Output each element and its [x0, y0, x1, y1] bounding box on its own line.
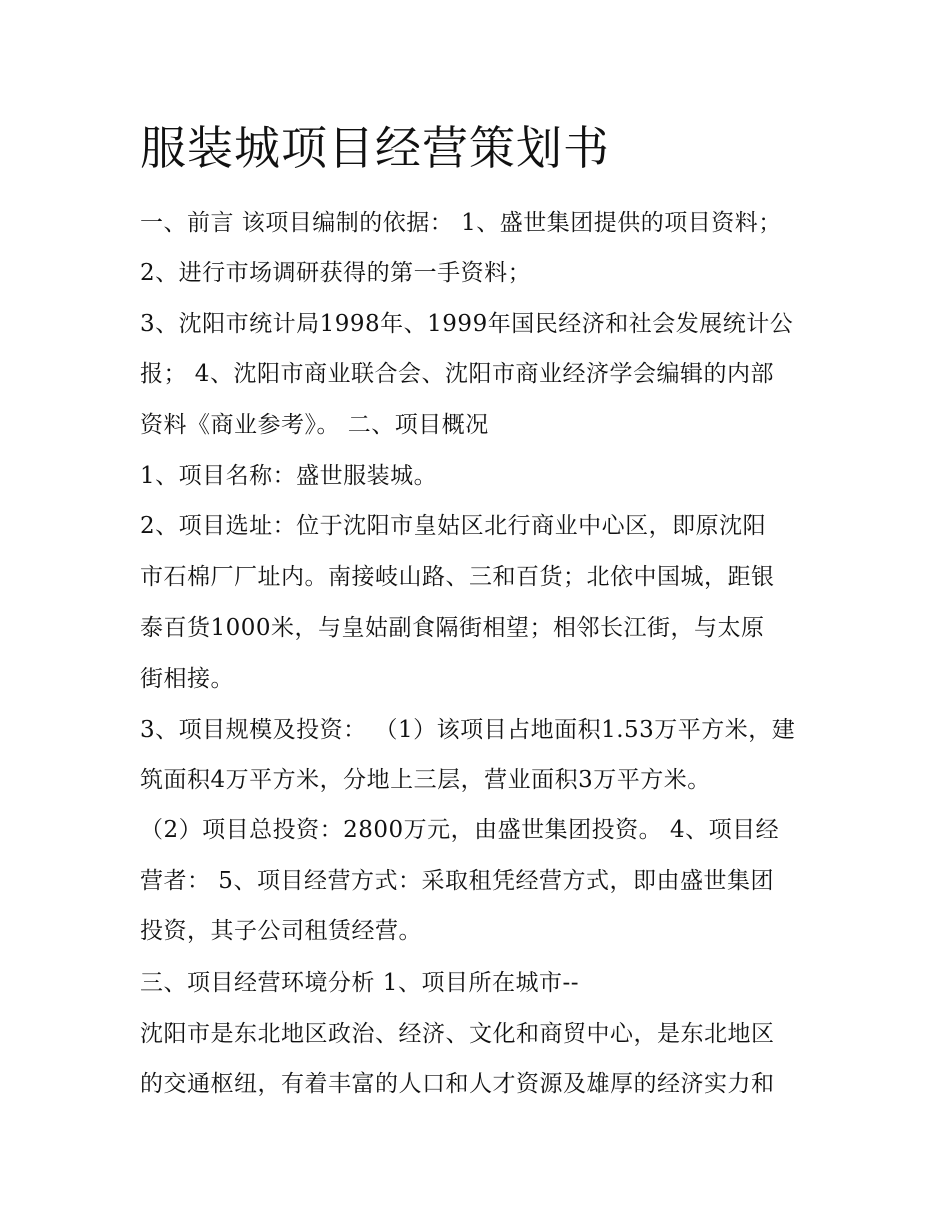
document-line: 沈阳市是东北地区政治、经济、文化和商贸中心，是东北地区: [140, 1021, 775, 1047]
document-line: 2、进行市场调研获得的第一手资料；: [140, 260, 532, 286]
document-line: 1、项目名称：盛世服装城。: [140, 463, 438, 489]
document-line: 资料《商业参考》。 二、项目概况: [140, 412, 489, 438]
document-title: 服装城项目经营策划书: [140, 121, 610, 175]
document-line: 营者： 5、项目经营方式：采取租凭经营方式，即由盛世集团: [140, 868, 774, 894]
document-line: 的交通枢纽，有着丰富的人口和人才资源及雄厚的经济实力和: [140, 1071, 775, 1097]
document-line: 报； 4、沈阳市商业联合会、沈阳市商业经济学会编辑的内部: [140, 361, 774, 387]
document-line: 筑面积4万平方米，分地上三层，营业面积3万平方米。: [140, 767, 711, 793]
document-line: （2）项目总投资：2800万元，由盛世集团投资。 4、项目经: [140, 817, 780, 843]
document-line: 2、项目选址：位于沈阳市皇姑区北行商业中心区，即原沈阳: [140, 513, 767, 539]
document-line: 3、沈阳市统计局1998年、1999年国民经济和社会发展统计公: [140, 311, 794, 337]
document-line: 泰百货1000米，与皇姑副食隔街相望；相邻长江街，与太原: [140, 615, 765, 641]
document-line: 市石棉厂厂址内。南接岐山路、三和百货；北依中国城，距银: [140, 564, 775, 590]
document-line: 三、项目经营环境分析 1、项目所在城市--: [140, 970, 579, 996]
document-line: 3、项目规模及投资： （1）该项目占地面积1.53万平方米，建: [140, 717, 796, 743]
document-line: 一、前言 该项目编制的依据： 1、盛世集团提供的项目资料；: [140, 210, 782, 236]
document-line: 街相接。: [140, 666, 234, 692]
document-line: 投资，其子公司租赁经营。: [140, 918, 422, 944]
